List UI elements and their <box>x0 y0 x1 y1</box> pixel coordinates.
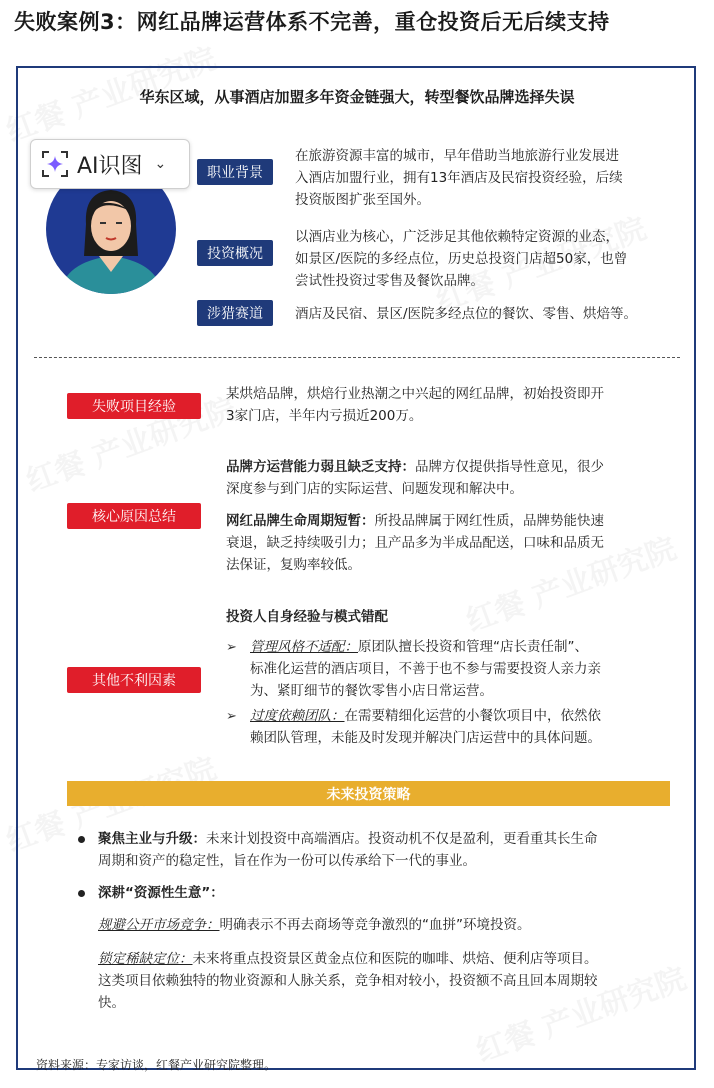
other-factor-1: 管理风格不适配：原团队擅长投资和管理“店长责任制”、 标准化运营的酒店项目，不善于也不参与需要投资人亲力亲 为、紧盯细节的餐饮零售小店日常运营。 <box>250 639 601 699</box>
career-background-text: 在旅游资源丰富的城市，早年借助当地旅游行业发展进 入酒店加盟行业，拥有13年酒店及民宿投资经验，后续 投资版图扩张至国外。 <box>295 148 623 208</box>
section-divider <box>34 357 680 358</box>
investment-overview-text: 以酒店业为核心，广泛涉足其他依赖特定资源的业态， 如景区/医院的多经点位，历史总投资门店超50家，也曾 尝试性投资过零售及餐饮品牌。 <box>295 229 628 289</box>
other-factor-2: 过度依赖团队：在需要精细化运营的小餐饮项目中，依然依 赖团队管理，未能及时发现并解决门店运营中的具体问题。 <box>250 708 601 746</box>
core-reason-2: 网红品牌生命周期短暂：所投品牌属于网红性质，品牌势能快速 衰退，缺乏持续吸引力；且产品多为半成品配送，口味和品质无 法保证，复购率较低。 <box>226 513 604 573</box>
arrow-bullet-icon: ➢ <box>226 709 237 724</box>
tag-other-factors: 其他不利因素 <box>67 667 201 693</box>
ai-badge-label: AI识图 <box>77 153 143 179</box>
tag-failure-experience: 失败项目经验 <box>67 393 201 419</box>
chevron-down-icon: ⌄ <box>154 156 167 172</box>
ai-recognize-dropdown[interactable] <box>30 139 190 189</box>
sectors-text: 酒店及民宿、景区/医院多经点位的餐饮、零售、烘焙等。 <box>295 306 638 322</box>
future-point-1: 聚焦主业与升级：未来计划投资中高端酒店。投资动机不仅是盈利，更看重其长生命 周期和资产的稳定性，旨在作为一份可以传承给下一代的事业。 <box>98 831 598 869</box>
case-subtitle: 华东区域，从事酒店加盟多年资金链强大，转型餐饮品牌选择失误 <box>139 88 575 106</box>
tag-core-reasons: 核心原因总结 <box>67 503 201 529</box>
other-factors-heading: 投资人自身经验与模式错配 <box>226 609 388 625</box>
source-note: 资料来源：专家访谈，红餐产业研究院整理。 <box>36 1058 277 1072</box>
future-subpoint-2: 锁定稀缺定位：未来将重点投资景区黄金点位和医院的咖啡、烘焙、便利店等项目。 这类项目依赖独特的物业资源和人脉关系，竞争相对较小，投资额不高且回本周期较 快。 <box>98 951 598 1011</box>
sparkle-icon <box>41 150 69 178</box>
bullet-dot <box>78 836 85 843</box>
page-title: 失败案例3：网红品牌运营体系不完善，重仓投资后无后续支持 <box>14 10 610 34</box>
tag-sectors: 涉猎赛道 <box>197 300 273 326</box>
future-subpoint-1: 规避公开市场竞争：明确表示不再去商场等竞争激烈的“血拼”环境投资。 <box>98 917 531 933</box>
tag-investment-overview: 投资概况 <box>197 240 273 266</box>
failure-experience-text: 某烘焙品牌，烘焙行业热潮之中兴起的网红品牌，初始投资即开 3家门店，半年内亏损近200万。 <box>226 386 604 424</box>
tag-career-background: 职业背景 <box>197 159 273 185</box>
future-strategy-header: 未来投资策略 <box>67 781 670 806</box>
future-point-2: 深耕“资源性生意”： <box>98 885 224 901</box>
bullet-dot <box>78 890 85 897</box>
arrow-bullet-icon: ➢ <box>226 640 237 655</box>
core-reason-1: 品牌方运营能力弱且缺乏支持：品牌方仅提供指导性意见，很少 深度参与到门店的实际运营、问题发现和解决中。 <box>226 459 604 497</box>
